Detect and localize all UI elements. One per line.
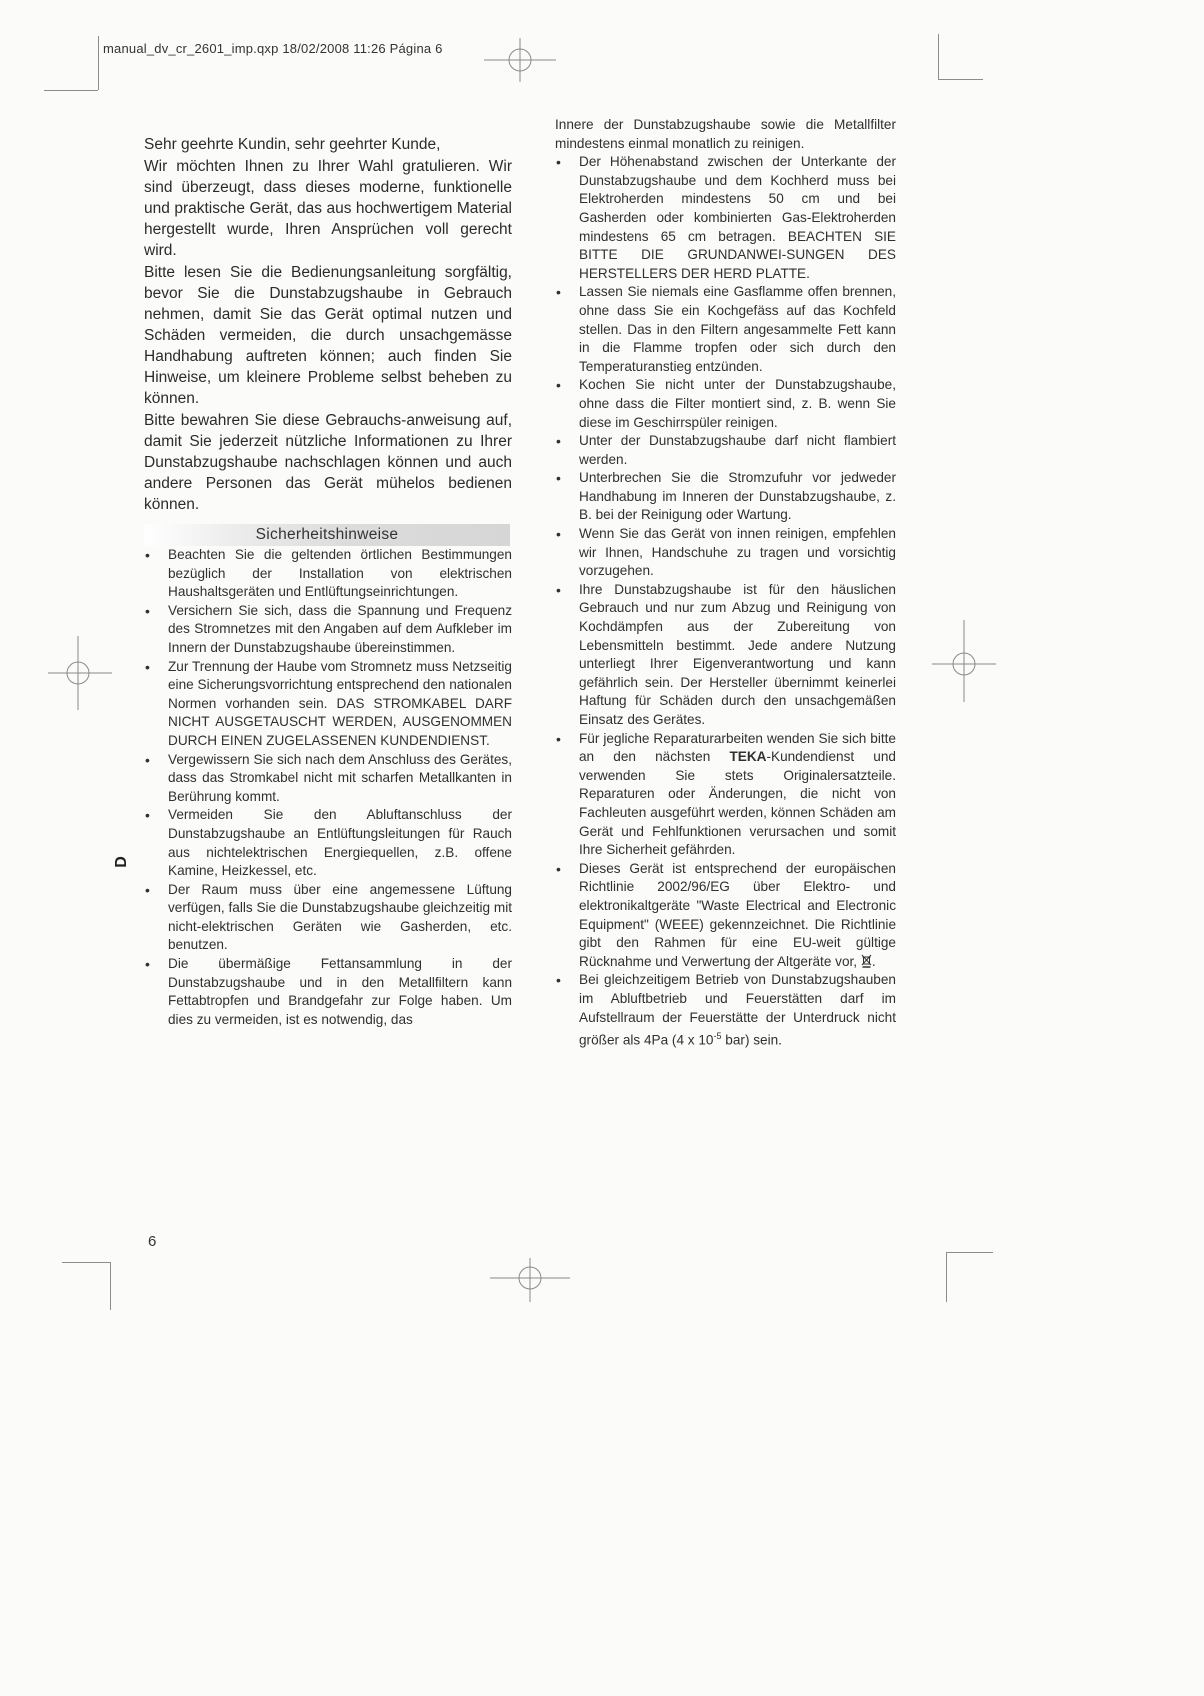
registration-mark-right [930,610,1000,710]
safety-item: • Kochen Sie nicht unter der Dunstabzugshaube, ohne dass die Filter montiert sind, z. B. wenn Sie diese im Geschirrspüler reinigen. [555,376,896,432]
safety-item: • Der Raum muss über eine angemessene Lüftung verfügen, falls Sie die Dunstabzugshaube gleichzeitig mit nicht-elektrischen Geräten wie Gasherden, etc. benutzen. [144,881,512,955]
section-heading: Sicherheitshinweise [144,524,510,546]
safety-item: • Die übermäßige Fettansammlung in der Dunstabzugshaube und in den Metallfiltern kann Fettabtropfen und Brandgefahr zur Folge haben. Um dies zu vermeiden, ist es notwendig, das [144,955,512,1029]
print-slug: manual_dv_cr_2601_imp.qxp 18/02/2008 11:26 Página 6 [103,41,443,56]
repair-text-after: -Kundendienst und verwenden Sie stets Originalersatzteile. Reparaturen oder Änderungen, die nicht von Fachleuten ausgeführt werden, können Schäden am Gerät und Fehlfunktionen verursachen und somit Ihre Sicherheit gefährden. [579,749,896,858]
safety-item: • Vergewissern Sie sich nach dem Anschluss des Gerätes, dass das Stromkabel nicht mit scharfen Metallkanten in Berührung kommt. [144,751,512,807]
right-column [555,116,896,1050]
page-number: 6 [148,1233,157,1250]
safety-list-left [144,546,512,1029]
registration-mark-left [46,624,116,724]
crop-mark-top-left-h [44,90,98,91]
crop-mark-bottom-left-h [62,1262,110,1263]
brand-name: TEKA [729,749,767,765]
registration-mark-bottom [480,1256,580,1316]
language-tab: D [112,856,130,868]
safety-list-right [555,153,896,1050]
repair-text-before: Für jegliche Reparaturarbeiten wenden Sie sich bitte an den nächsten [579,730,896,765]
safety-item: • Ihre Dunstabzugshaube ist für den häuslichen Gebrauch und nur zum Abzug und Reinigung von Kochdämpfen aus der Zubereitung von Lebensmitteln bestimmt. Jede andere Nutzung unterliegt Ihrer Eigenverantwortung und kann gefährlich sein. Der Hersteller übernimmt keinerlei Haftung für Schäden durch den unsachgemäßen Einsatz des Gerätes. [555,581,896,730]
registration-mark-top [470,30,570,90]
crop-mark-top-right [938,34,939,80]
weee-text: Dieses Gerät ist entsprechend der europäischen Richtlinie 2002/96/EG über Elektro- und elektronikaltgeräte "Waste Electrical and Electronic Equipment" (WEEE) gekennzeichnet. Die Richtlinie gibt den Rahmen für eine EU-weit gültige Rücknahme und Verwertung der Altgeräte vor, [579,860,896,969]
salutation: Sehr geehrte Kundin, sehr geehrter Kunde, [144,136,441,153]
safety-item: • Beachten Sie die geltenden örtlichen Bestimmungen bezüglich der Installation von elektrischen Haushaltsgeräten und Entlüftungseinrichtungen. [144,546,512,602]
weee-text-end: . [871,953,876,969]
safety-item: • Versichern Sie sich, dass die Spannung und Frequenz des Stromnetzes mit den Angaben auf dem Aufkleber im Innern der Dunstabzugshaube übereinstimmen. [144,602,512,658]
crop-mark-bottom-left [110,1262,111,1310]
intro-paragraph: Wir möchten Ihnen zu Ihrer Wahl gratulieren. Wir sind überzeugt, dass dieses moderne, funktionelle und praktische Gerät, das aus hochwertigem Material hergestellt wurde, Ihren Ansprüchen voll gerecht wird. [144,158,512,259]
crop-mark-top-right-h [938,79,983,80]
intro-paragraph: Bitte lesen Sie die Bedienungsanleitung sorgfältig, bevor Sie die Dunstabzugshaube in Gebrauch nehmen, damit Sie das Gerät optimal nutzen und Schäden vermeiden, die durch unsachgemässe Handhabung auftreten können; auch finden Sie Hinweise, um kleinere Probleme selbst beheben zu können. [144,264,512,407]
safety-item: • Vermeiden Sie den Abluftanschluss der Dunstabzugshaube an Entlüftungsleitungen für Rauch aus nichtelektrischen Energiequellen, z.B. offene Kamine, Heizkessel, etc. [144,806,512,880]
safety-item: • Unterbrechen Sie die Stromzufuhr vor jedweder Handhabung im Inneren der Dunstabzugshaube, z. B. bei der Reinigung oder Wartung. [555,469,896,525]
crossed-out-bin-icon [861,954,872,968]
crop-mark-bottom-right-h [946,1252,993,1253]
safety-item: • Wenn Sie das Gerät von innen reinigen, empfehlen wir Ihnen, Handschuhe zu tragen und vorsichtig vorzugehen. [555,525,896,581]
safety-item: • Unter der Dunstabzugshaube darf nicht flambiert werden. [555,432,896,469]
left-column [144,134,512,1029]
intro-paragraph: Bitte bewahren Sie diese Gebrauchs-anweisung auf, damit Sie jederzeit nützliche Informationen zu Ihrer Dunstabzugshaube nachschlagen können und auch andere Personen das Gerät mühelos bedienen können. [144,412,512,513]
crop-mark-bottom-right [946,1252,947,1302]
safety-item-weee [555,860,896,972]
exponent: -5 [713,1031,722,1042]
safety-item: • Lassen Sie niemals eine Gasflamme offen brennen, ohne dass Sie ein Kochgefäss auf das Kochfeld stellen. Das in den Filtern angesammelte Fett kann in die Flamme tropfen oder sich durch den Temperaturanstieg entzünden. [555,283,896,376]
safety-item-pressure [555,971,896,1050]
pressure-text: Bei gleichzeitigem Betrieb von Dunstabzugshauben im Abluftbetrieb und Feuerstätten darf im Aufstellraum der Feuerstätte der Unterdruck nicht größer als 4Pa (4 x 10 [579,972,896,1048]
introduction [144,134,512,515]
safety-item: • Zur Trennung der Haube vom Stromnetz muss Netzseitig eine Sicherungsvorrichtung entsprechend den nationalen Normen vorhanden sein. DAS STROMKABEL DARF NICHT AUSGETAUSCHT WERDEN, AUSGENOMMEN DURCH EINEN ZUGELASSENEN KUNDENDIENST. [144,658,512,751]
safety-item-repair [555,730,896,860]
pressure-text-end: bar) sein. [721,1032,782,1048]
crop-mark-top-left [98,36,99,90]
continued-text: Innere der Dunstabzugshaube sowie die Metallfilter mindestens einmal monatlich zu reinigen. [555,117,896,151]
safety-item: • Der Höhenabstand zwischen der Unterkante der Dunstabzugshaube und dem Kochherd muss bei Elektroherden mindestens 50 cm und bei Gasherden oder kombinierten Gas-Elektroherden mindestens 65 cm betragen. BEACHTEN SIE BITTE DIE GRUNDANWEI-SUNGEN DES HERSTELLERS DER HERD PLATTE. [555,153,896,283]
